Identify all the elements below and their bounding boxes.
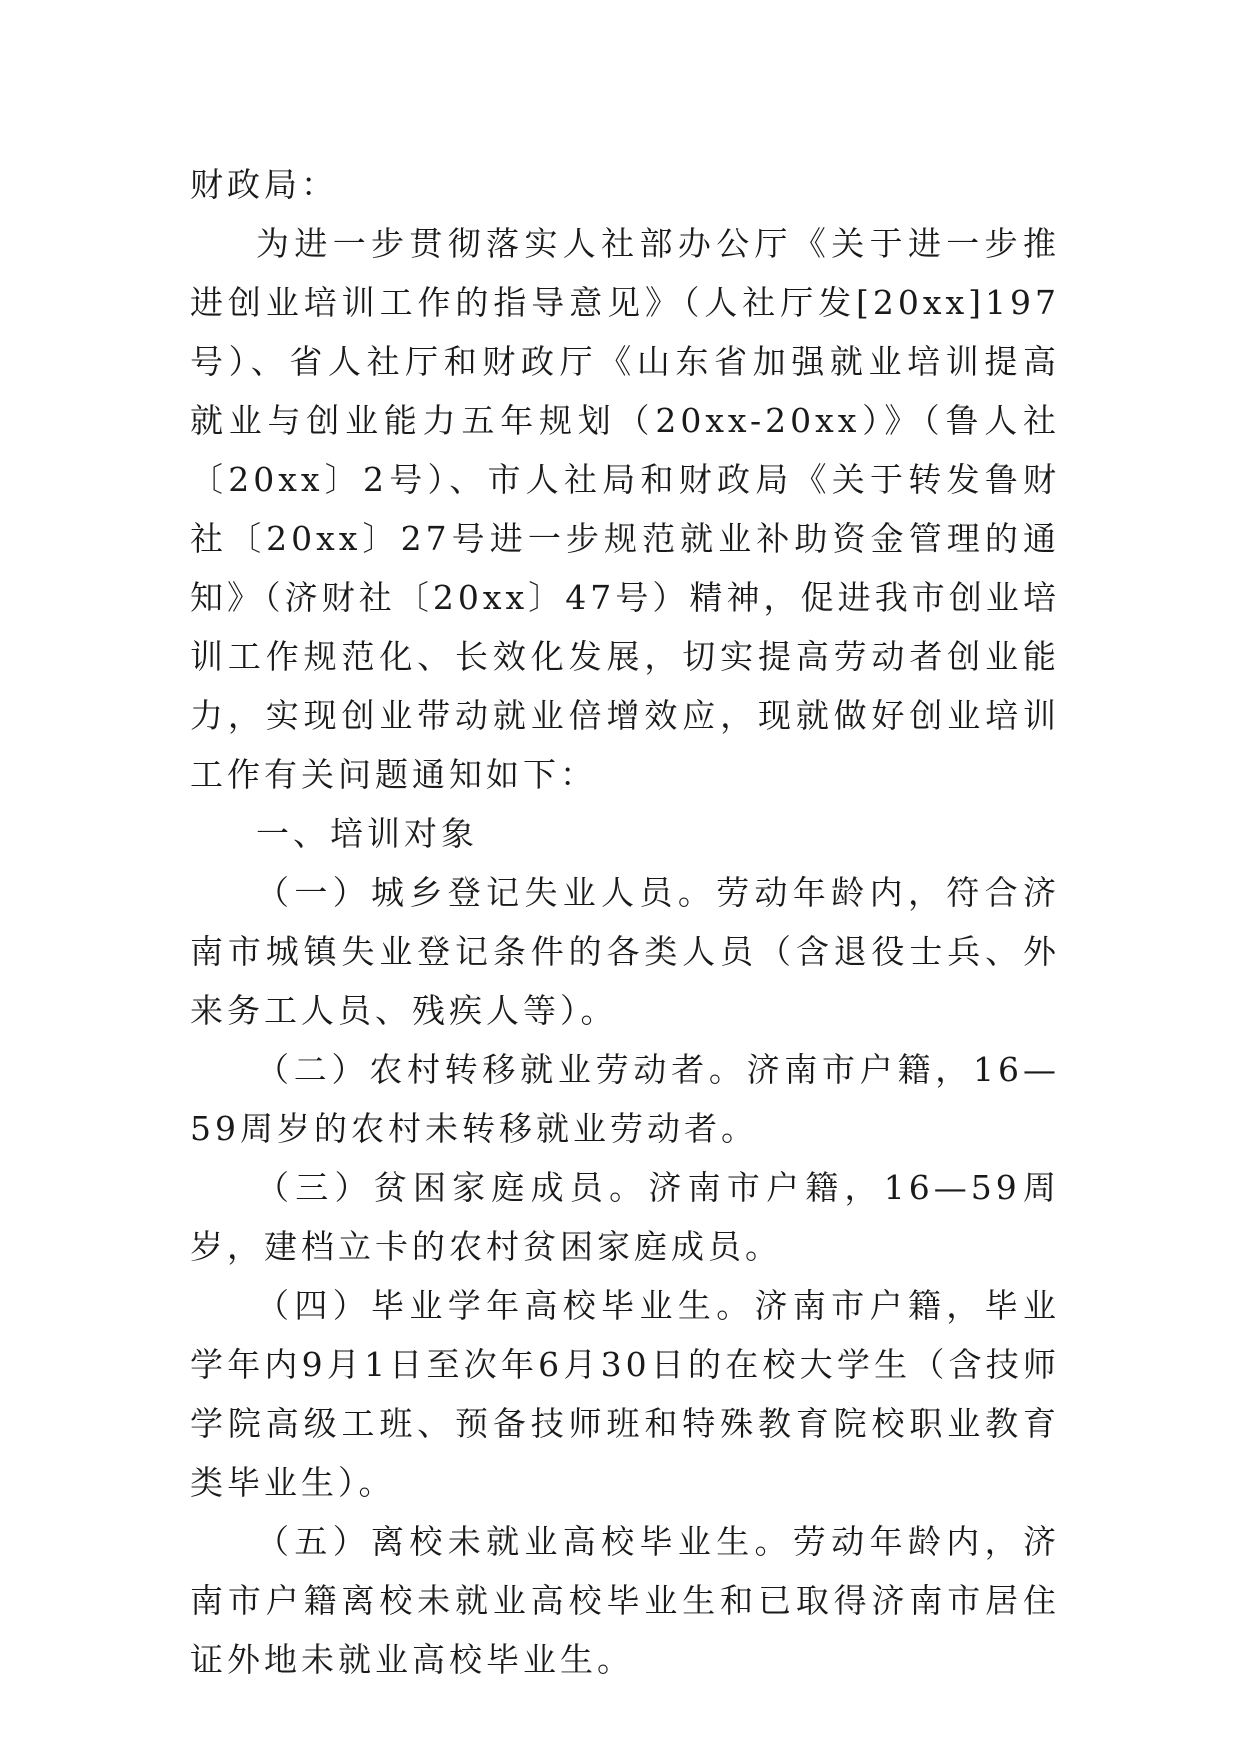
list-item: （五）离校未就业高校毕业生。劳动年龄内，济南市户籍离校未就业高校毕业生和已取得济南市居住证外地未就业高校毕业生。 <box>190 1522 1060 1679</box>
list-item: （三）贫困家庭成员。济南市户籍，16—59周岁，建档立卡的农村贫困家庭成员。 <box>190 1168 1060 1266</box>
document-body <box>190 155 1060 1689</box>
section-heading: 一、培训对象 <box>256 814 478 853</box>
list-item: （一）城乡登记失业人员。劳动年龄内，符合济南市城镇失业登记条件的各类人员（含退役士兵、外来务工人员、残疾人等）。 <box>190 873 1060 1030</box>
salutation: 财政局： <box>190 165 338 204</box>
list-item: （四）毕业学年高校毕业生。济南市户籍，毕业学年内9月1日至次年6月30日的在校大学生（含技师学院高级工班、预备技师班和特殊教育院校职业教育类毕业生）。 <box>190 1286 1060 1502</box>
list-item: （二）农村转移就业劳动者。济南市户籍，16—59周岁的农村未转移就业劳动者。 <box>190 1050 1060 1148</box>
intro-paragraph: 为进一步贯彻落实人社部办公厅《关于进一步推进创业培训工作的指导意见》（人社厅发[20xx]197号）、省人社厅和财政厅《山东省加强就业培训提高就业与创业能力五年规划（20xx-20xx）》（鲁人社〔20xx〕2号）、市人社局和财政局《关于转发鲁财社〔20xx〕27号进一步规范就业补助资金管理的通知》（济财社〔20xx〕47号）精神，促进我市创业培训工作规范化、长效化发展，切实提高劳动者创业能力，实现创业带动就业倍增效应，现就做好创业培训工作有关问题通知如下： <box>190 224 1060 794</box>
